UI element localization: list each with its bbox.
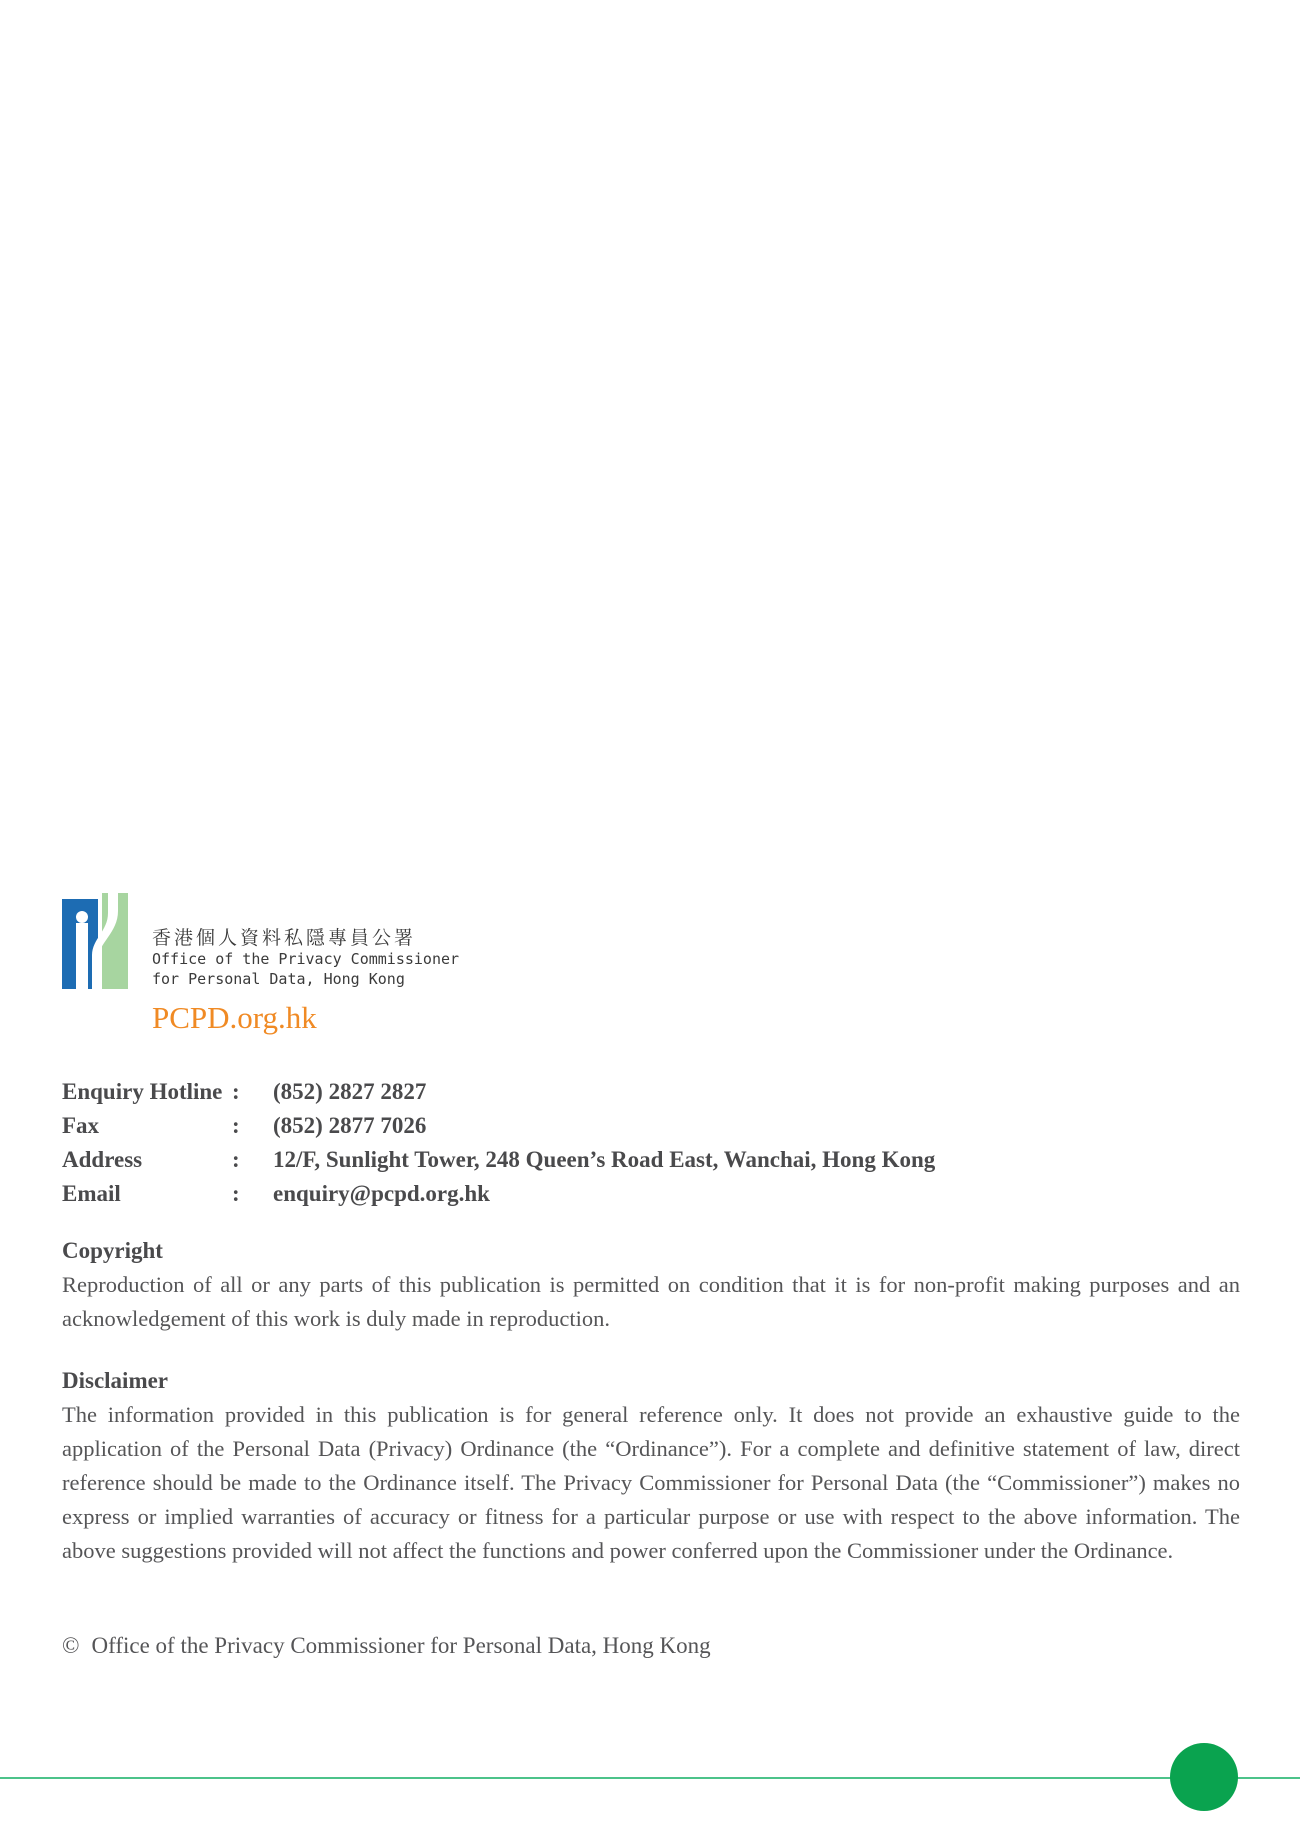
copyright-owner: Office of the Privacy Commissioner for Personal Data, Hong Kong: [91, 1633, 711, 1658]
email-link[interactable]: enquiry@pcpd.org.hk: [273, 1181, 490, 1206]
contact-label: Email: [62, 1181, 121, 1206]
contact-value: 12/F, Sunlight Tower, 248 Queen’s Road East, Wanchai, Hong Kong: [273, 1147, 936, 1172]
copyright-title: Copyright: [62, 1238, 163, 1263]
copyright-section: [62, 1234, 1240, 1336]
contact-label: Enquiry Hotline: [62, 1079, 223, 1104]
contact-row-email: [62, 1177, 1262, 1211]
logo-chinese-name: 香港個人資料私隱專員公署: [152, 927, 417, 949]
contact-row-fax: [62, 1109, 1262, 1143]
contact-row-hotline: [62, 1075, 1262, 1109]
copyright-notice: [62, 1629, 711, 1663]
contact-label: Fax: [62, 1113, 100, 1138]
contact-list: [62, 1075, 1262, 1211]
logo-text: [152, 927, 460, 989]
contact-row-address: [62, 1143, 1262, 1177]
contact-separator: :: [232, 1181, 240, 1206]
contact-separator: :: [232, 1079, 240, 1104]
disclaimer-section: [62, 1364, 1240, 1568]
contact-label: Address: [62, 1147, 143, 1172]
disclaimer-body: The information provided in this publication is for general reference only. It does not provide an exhaustive guide to the application of the Personal Data (Privacy) Ordinance (the “Ordinance”). For a complete and definitive statement of law, direct reference should be made to the Ordinance itself. The Privacy Commissioner for Personal Data (the “Commissioner”) makes no express or implied warranties of accuracy or fitness for a particular purpose or use with respect to the above information. The above suggestions provided will not affect the functions and power conferred upon the Commissioner under the Ordinance.: [62, 1402, 1240, 1563]
contact-separator: :: [232, 1113, 240, 1138]
pcpd-logo-icon: [62, 893, 128, 989]
copyright-body: Reproduction of all or any parts of this publication is permitted on condition that it is for non-profit making purposes and an acknowledgement of this work is duly made in reproduction.: [62, 1272, 1240, 1331]
footer-divider: [0, 1777, 1300, 1779]
contact-separator: :: [232, 1147, 240, 1172]
logo-english-line-1: Office of the Privacy Commissioner: [152, 950, 460, 968]
disclaimer-title: Disclaimer: [62, 1368, 169, 1393]
pcpd-logo: [62, 893, 460, 993]
copyright-symbol: ©: [62, 1633, 80, 1658]
logo-english-line-2: for Personal Data, Hong Kong: [152, 970, 405, 988]
contact-value: (852) 2827 2827: [273, 1079, 427, 1104]
website-link[interactable]: PCPD.org.hk: [152, 1000, 317, 1035]
footer-dot: [1170, 1743, 1238, 1811]
contact-value: (852) 2877 7026: [273, 1113, 427, 1138]
